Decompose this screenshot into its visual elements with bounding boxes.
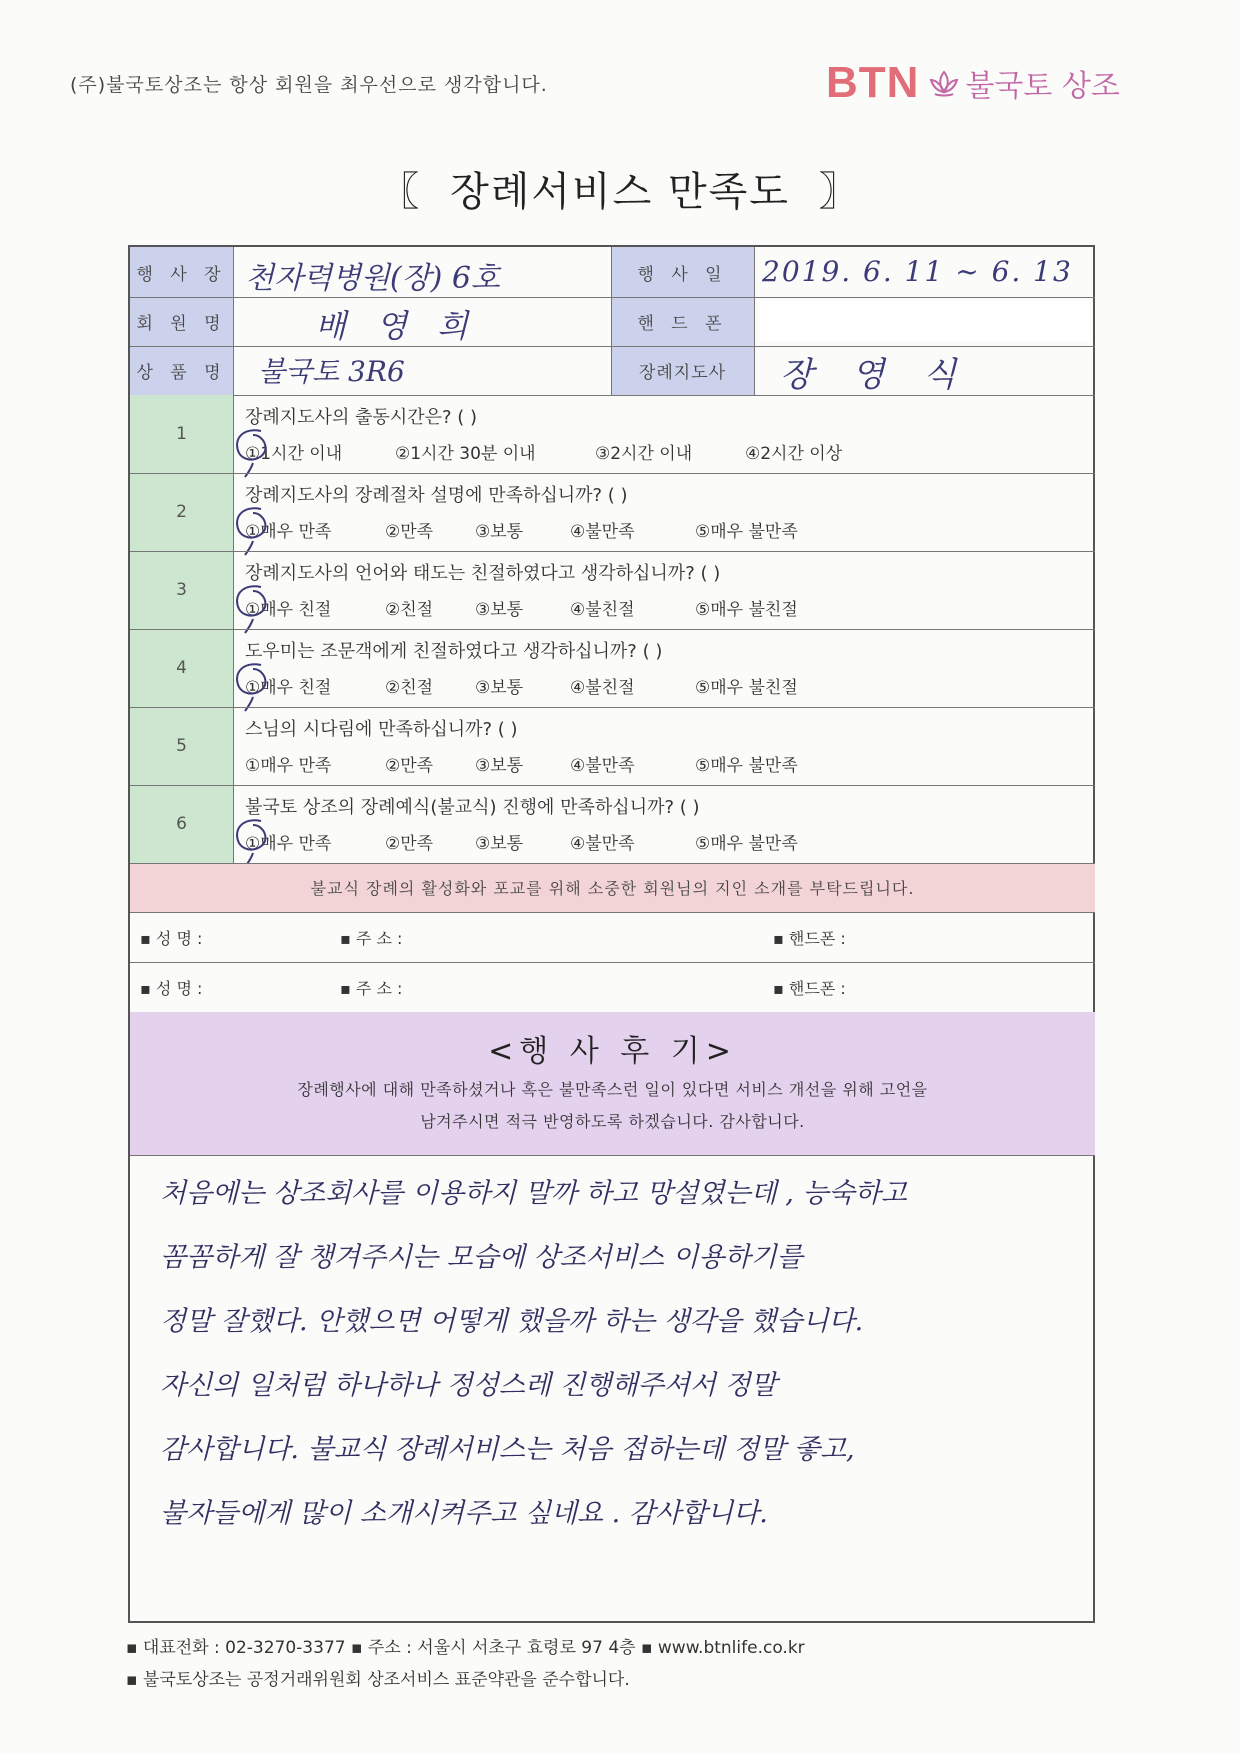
review-line: 처음에는 상조회사를 이용하지 말까 하고 망설였는데 , 능숙하고 <box>160 1178 907 1209</box>
answer-option[interactable]: ②만족 <box>385 522 434 542</box>
member-value[interactable]: 배 영 희 <box>315 307 479 345</box>
answer-option[interactable]: ②친절 <box>385 678 434 698</box>
answer-option[interactable]: ④불친절 <box>570 600 635 620</box>
answer-option[interactable]: ②만족 <box>385 756 434 776</box>
answer-option[interactable]: ①매우 친절 <box>245 600 332 620</box>
phone-value[interactable] <box>760 301 1090 341</box>
date-label: 행 사 일 <box>611 247 754 297</box>
review-header <box>130 1012 1095 1155</box>
answer-option[interactable]: ④불만족 <box>570 834 635 854</box>
company-logo <box>826 58 1120 108</box>
answer-option[interactable]: ③보통 <box>475 678 524 698</box>
answer-option[interactable]: ⑤매우 불친절 <box>695 600 798 620</box>
review-line: 불자들에게 많이 소개시켜주고 싶네요 . 감사합니다. <box>160 1498 768 1529</box>
answer-option[interactable]: ⑤매우 불만족 <box>695 834 798 854</box>
answer-option[interactable]: ②만족 <box>385 834 434 854</box>
question-text: 장례지도사의 장례절차 설명에 만족하십니까? ( ) <box>245 485 628 506</box>
review-line: 감사합니다. 불교식 장례서비스는 처음 접하는데 정말 좋고, <box>160 1434 855 1465</box>
answer-option[interactable]: ②1시간 30분 이내 <box>395 444 536 464</box>
selected-answer-circle <box>231 581 277 631</box>
question-text: 스님의 시다림에 만족하십니까? ( ) <box>245 719 518 740</box>
footer-contact: ▪ 대표전화 : 02-3270-3377 ▪ 주소 : 서울시 서초구 효령로 97 4층 ▪ www.btnlife.co.kr <box>126 1638 805 1658</box>
company-slogan: (주)불국토상조는 항상 회원을 최우선으로 생각합니다. <box>70 74 548 96</box>
answer-option[interactable]: ⑤매우 불만족 <box>695 522 798 542</box>
answer-option[interactable]: ⑤매우 불친절 <box>695 678 798 698</box>
answer-option[interactable]: ②친절 <box>385 600 434 620</box>
question-text: 불국토 상조의 장례예식(불교식) 진행에 만족하십니까? ( ) <box>245 797 700 818</box>
title-bracket-left: 〖 <box>379 169 422 215</box>
answer-option[interactable]: ①매우 만족 <box>245 834 332 854</box>
member-label: 회 원 명 <box>130 297 233 346</box>
answer-option[interactable]: ④불만족 <box>570 756 635 776</box>
referral-phone-field[interactable]: ▪ 핸드폰 : <box>773 979 846 998</box>
question-text: 장례지도사의 언어와 태도는 친절하였다고 생각하십니까? ( ) <box>245 563 721 584</box>
survey-form <box>128 245 1095 1623</box>
answer-option[interactable]: ③보통 <box>475 834 524 854</box>
answer-option[interactable]: ③보통 <box>475 600 524 620</box>
review-desc-line1: 장례행사에 대해 만족하셨거나 혹은 불만족스런 일이 있다면 서비스 개선을 위해 고언을 <box>297 1080 928 1099</box>
answer-option[interactable]: ①1시간 이내 <box>245 444 343 464</box>
selected-answer-circle <box>231 503 277 553</box>
answer-option[interactable]: ④불만족 <box>570 522 635 542</box>
question-number: 6 <box>130 785 233 863</box>
question-number: 3 <box>130 551 233 629</box>
question-text: 장례지도사의 출동시간은? ( ) <box>245 407 478 428</box>
answer-option[interactable]: ①매우 만족 <box>245 756 332 776</box>
title-text: 장례서비스 만족도 <box>450 169 790 215</box>
referral-address-field[interactable]: ▪ 주 소 : <box>340 979 403 998</box>
director-label: 장례지도사 <box>611 346 754 395</box>
referral-phone-field[interactable]: ▪ 핸드폰 : <box>773 929 846 948</box>
referral-name-field[interactable]: ▪ 성 명 : <box>140 929 203 948</box>
answer-option[interactable]: ③보통 <box>475 756 524 776</box>
review-text[interactable] <box>160 1162 1080 1546</box>
date-value[interactable]: 2019. 6. 11 ~ 6. 13 <box>762 255 1073 288</box>
answer-option[interactable]: ⑤매우 불만족 <box>695 756 798 776</box>
venue-label: 행 사 장 <box>130 247 233 297</box>
venue-value[interactable]: 천자력병원(장) 6호 <box>245 261 500 296</box>
answer-option[interactable]: ④2시간 이상 <box>745 444 843 464</box>
product-value[interactable]: 불국토 3R6 <box>258 355 405 388</box>
question-number: 5 <box>130 707 233 785</box>
logo-company-name: 불국토 상조 <box>965 69 1120 104</box>
review-title: <행 사 후 기> <box>488 1034 737 1069</box>
review-line: 정말 잘했다. 안했으면 어떻게 했을까 하는 생각을 했습니다. <box>160 1306 864 1337</box>
selected-answer-circle <box>231 425 277 475</box>
question-text: 도우미는 조문객에게 친절하였다고 생각하십니까? ( ) <box>245 641 663 662</box>
answer-option[interactable]: ①매우 친절 <box>245 678 332 698</box>
page-title <box>0 160 1240 217</box>
selected-answer-circle <box>231 815 277 865</box>
answer-option[interactable]: ③2시간 이내 <box>595 444 693 464</box>
title-bracket-right: 〗 <box>818 169 861 215</box>
director-value[interactable]: 장 영 식 <box>780 355 971 395</box>
product-label: 상 품 명 <box>130 346 233 395</box>
question-number: 2 <box>130 473 233 551</box>
review-desc-line2: 남겨주시면 적극 반영하도록 하겠습니다. 감사합니다. <box>420 1112 805 1131</box>
referral-banner: 불교식 장례의 활성화와 포교를 위해 소중한 회원님의 지인 소개를 부탁드립니다. <box>130 863 1095 912</box>
review-line: 꼼꼼하게 잘 챙겨주시는 모습에 상조서비스 이용하기를 <box>160 1242 803 1273</box>
referral-name-field[interactable]: ▪ 성 명 : <box>140 979 203 998</box>
selected-answer-circle <box>231 659 277 709</box>
question-number: 4 <box>130 629 233 707</box>
answer-option[interactable]: ④불친절 <box>570 678 635 698</box>
answer-option[interactable]: ③보통 <box>475 522 524 542</box>
review-line: 자신의 일처럼 하나하나 정성스레 진행해주셔서 정말 <box>160 1370 777 1401</box>
lotus-flower-icon <box>927 66 961 100</box>
referral-address-field[interactable]: ▪ 주 소 : <box>340 929 403 948</box>
logo-btn-text: BTN <box>826 58 920 107</box>
phone-label: 핸 드 폰 <box>611 297 754 346</box>
review-area[interactable] <box>130 1156 1095 1621</box>
answer-option[interactable]: ①매우 만족 <box>245 522 332 542</box>
footer-notice: ▪ 불국토상조는 공정거래위원회 상조서비스 표준약관을 준수합니다. <box>126 1670 630 1690</box>
question-number: 1 <box>130 395 233 473</box>
